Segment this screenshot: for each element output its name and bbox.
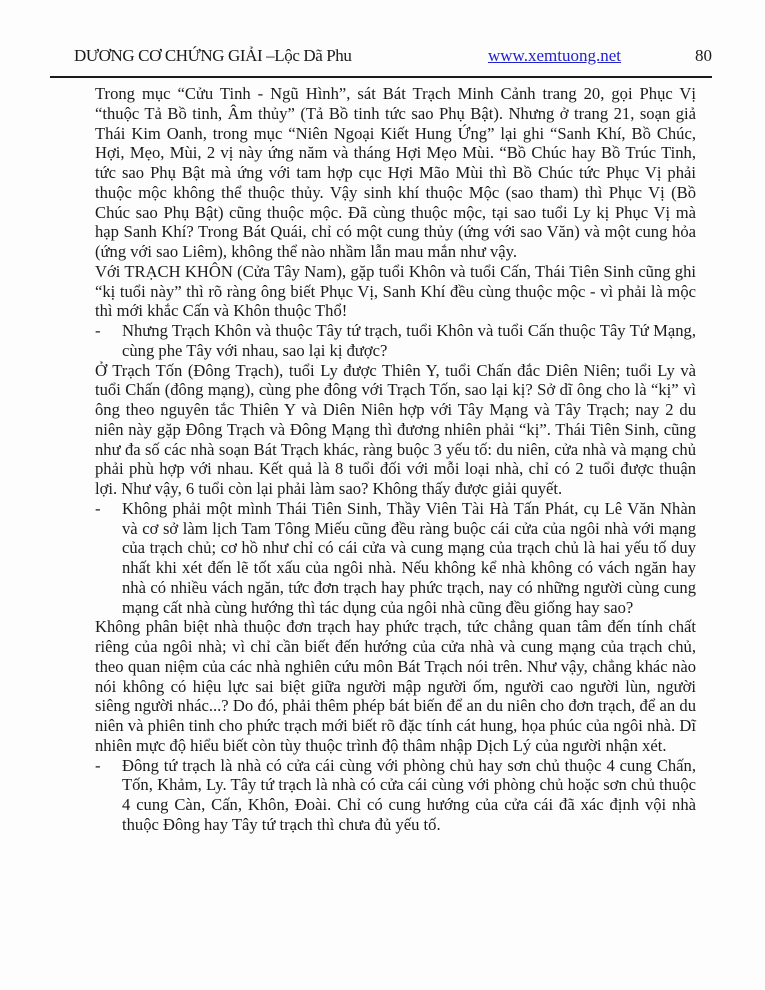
document-title: DƯƠNG CƠ CHỨNG GIẢI –Lộc Dã Phu xyxy=(74,46,352,65)
website-link[interactable]: www.xemtuong.net xyxy=(488,46,621,65)
bullet-item xyxy=(95,756,696,835)
bullet-text: Nhưng Trạch Khôn và thuộc Tây tứ trạch, tuổi Khôn và tuổi Cấn thuộc Tây Tứ Mạng, cùng phe Tây với nhau, sao lại kị được? xyxy=(122,321,696,360)
paragraph: Ở Trạch Tốn (Đông Trạch), tuổi Ly được Thiên Y, tuổi Chấn đắc Diên Niên; tuổi Ly và tuổi Chấn (đông mạng), cùng phe đông với Trạch Tốn, sao lại kị? Sở dĩ ông cho là “kị” vì ông theo nguyên tắc Thiên Y và Diên Niên hợp với Tây Mạng và Tây Trạch; nay 2 du niên này gặp Đông Trạch và Đông Mạng thì đương nhiên phải “kị”. Thái Tiên Sinh, cũng như đa số các nhà soạn Bát Trạch khác, ràng buộc 3 yếu tố: du niên, cửa nhà và mạng chủ phải phù hợp với nhau. Kết quả là 8 tuổi đối với mỗi loại nhà, chỉ có 2 tuổi được thuận lợi. Như vậy, 6 tuổi còn lại phải làm sao? Không thấy được giải quyết. xyxy=(95,360,696,498)
paragraph: Với TRẠCH KHÔN (Cửa Tây Nam), gặp tuổi Khôn và tuổi Cấn, Thái Tiên Sinh cũng ghi “kị tuổi này” thì rõ ràng ông biết Phục Vị, Sanh Khí đều cùng thuộc mộc - vì phải là mộc thì mới khắc Cấn và Khôn thuộc Thổ! xyxy=(95,261,696,321)
page-header xyxy=(74,46,712,66)
paragraph: Không phân biệt nhà thuộc đơn trạch hay phức trạch, tức chẳng quan tâm đến tính chất riêng của ngôi nhà; vì chỉ cần biết đến hướng của cửa nhà và cung mạng của trạch chủ, theo quan niệm của các nhà nghiên cứu môn Bát Trạch nói trên. Như vậy, chẳng khác nào nói không có hiệu lực sai biệt giữa người mập người ốm, người cao người lùn, người siêng người nhác...? Do đó, phải thêm phép bát biến để an du niên cho đơn trạch, để an du niên và phiên tinh cho phức trạch mới biết rõ đặc tính cát hung, họa phúc của ngôi nhà. Dĩ nhiên mực độ hiểu biết còn tùy thuộc trình độ thâm nhập Dịch Lý của người nhận xét. xyxy=(95,617,696,755)
bullet-text: Không phải một mình Thái Tiên Sinh, Thầy Viên Tài Hà Tấn Phát, cụ Lê Văn Nhàn và cơ sở làm lịch Tam Tông Miếu cũng đều ràng buộc cái cửa của ngôi nhà với mạng của trạch chủ; cơ hồ như chỉ có cái cửa và cung mạng của trạch chủ là hai yếu tố duy nhất khi xét đến lẽ tốt xấu của ngôi nhà. Nếu không kể nhà không có vách ngăn hay nhà có nhiều vách ngăn, tức đơn trạch hay phức trạch, nay có những người cùng cung mạng cất nhà cùng hướng thì tác dụng của ngôi nhà cũng đều giống hay sao? xyxy=(122,498,696,617)
bullet-item xyxy=(95,321,696,361)
bullet-dash: - xyxy=(95,755,101,775)
page-number: 80 xyxy=(695,46,712,65)
bullet-item xyxy=(95,499,696,618)
bullet-dash: - xyxy=(95,498,101,518)
header-divider xyxy=(50,76,712,78)
bullet-dash: - xyxy=(95,321,101,340)
paragraph: Trong mục “Cửu Tinh - Ngũ Hình”, sát Bát Trạch Minh Cảnh trang 20, gọi Phục Vị “thuộc Tả Bồ tinh, Âm thủy” (Tả Bồ tinh tức sao Phụ Bật). Nhưng ở trang 21, soạn giả Thái Kim Oanh, trong mục “Niên Ngoại Kiết Hung Ứng” lại ghi “Sanh Khí, Bồ Chúc, Hợi, Mẹo, Mùi, 2 vị này ứng năm và tháng Hợi Mẹo Mùi. “Bồ Chúc hay Bồ Trúc Tinh, tức sao Phụ Bật mà ứng với tam hợp cục Hợi Mão Mùi thì Bồ Chúc tức Phục Vị phải thuộc mộc không thể thuộc thủy. Vậy sinh khí thuộc Mộc (sao tham) thì Phục Vị (Bồ Chúc sao Phụ Bật) cũng thuộc mộc. Đã cùng thuộc mộc, tại sao tuổi Ly kị Phục Vị mà hạp Sanh Khí? Trong Bát Quái, chỉ có một cung thủy (ứng với sao Văn) và một cung hỏa (ứng với sao Liêm), không thể nào nhầm lẫn mau mắn như vậy. xyxy=(95,84,696,261)
bullet-text: Đông tứ trạch là nhà có cửa cái cùng với phòng chủ hay sơn chủ thuộc 4 cung Chấn, Tốn, Khảm, Ly. Tây tứ trạch là nhà có cửa cái cùng với phòng chủ hoặc sơn chủ thuộc 4 cung Càn, Cấn, Khôn, Đoài. Chỉ có cung hướng của cửa cái đã xác định vội nhà thuộc Đông hay Tây tứ trạch thì chưa đủ yếu tố. xyxy=(122,755,696,834)
document-body xyxy=(95,84,696,835)
